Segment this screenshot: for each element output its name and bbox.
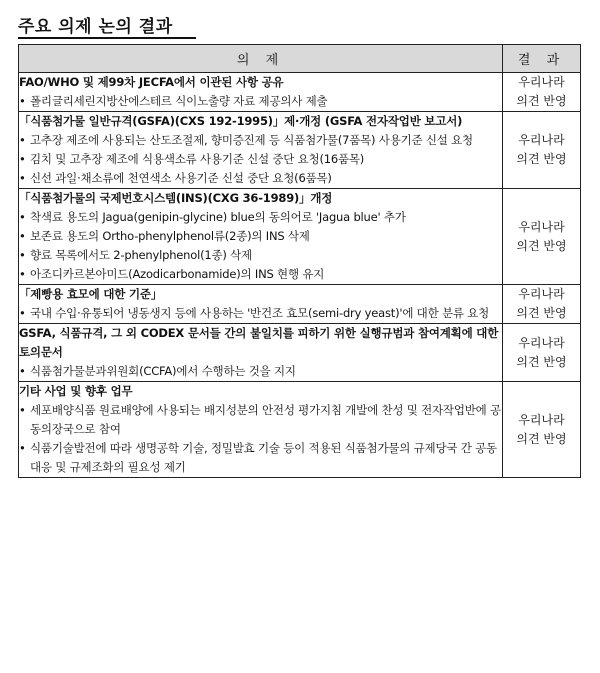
bullet-text: 착색료 용도의 Jagua(genipin-glycine) blue의 동의어로 'Jagua blue' 추가 [30,210,406,224]
result-cell [503,189,581,285]
bullet-text: 세포배양식품 원료배양에 사용되는 배지성분의 안전성 평가지침 개발에 찬성 및 전자작업반에 공동의장국으로 참여 [30,403,501,436]
result-line: 우리나라 [518,75,565,89]
bullet-dot: • [19,306,26,320]
bullet-text: 고추장 제조에 사용되는 산도조절제, 향미증진제 등 식품첨가물(7품목) 사용기준 신설 요청 [30,133,473,147]
agenda-bullet [19,92,502,111]
agenda-bullet [19,150,502,169]
table-row [19,112,581,189]
agenda-bullet [19,439,502,477]
title-underline [18,37,196,39]
result-line: 의견 반영 [516,431,567,446]
bullet-text: 김치 및 고추장 제조에 식용색소류 사용기준 신설 중단 요청(16품목) [30,152,365,166]
bullet-dot: • [19,441,26,455]
agenda-bullet [19,265,502,284]
result-line: 우리나라 [518,412,565,427]
table-row [19,324,581,382]
table-row [19,382,581,478]
bullet-text: 보존료 용도의 Ortho-phenylphenol류(2종)의 INS 삭제 [30,229,310,243]
agenda-cell [19,324,503,382]
bullet-dot: • [19,403,26,417]
table-row [19,285,581,324]
bullet-text: 향료 목록에서도 2-phenylphenol(1종) 삭제 [30,248,252,262]
agenda-bullet [19,362,502,381]
agenda-cell [19,112,503,189]
result-line: 우리나라 [518,133,565,147]
agenda-cell [19,285,503,324]
agenda-bullet [19,169,502,188]
agenda-column-header: 의 제 [19,45,503,73]
bullet-dot: • [19,171,26,185]
bullet-text: 국내 수입·유통되어 냉동생지 등에 사용하는 '반건조 효모(semi-dry yeast)'에 대한 분류 요청 [30,306,490,320]
bullet-dot: • [19,267,26,281]
result-line: 의견 반영 [516,306,567,320]
agenda-bullet [19,208,502,227]
agenda-heading: 「제빵용 효모에 대한 기준」 [19,287,163,301]
agenda-bullet [19,227,502,246]
table-header-row [19,45,581,73]
bullet-dot: • [19,229,26,243]
agenda-cell [19,382,503,478]
table-row [19,189,581,285]
bullet-text: 식품첨가물분과위원회(CCFA)에서 수행하는 것을 지지 [30,364,296,378]
result-cell [503,324,581,382]
bullet-text: 신선 과일·채소류에 천연색소 사용기준 신설 중단 요청(6품목) [30,171,332,185]
agenda-heading: 「식품첨가물의 국제번호시스템(INS)(CXG 36-1989)」개정 [19,191,333,205]
result-line: 의견 반영 [516,238,567,253]
bullet-dot: • [19,364,26,378]
agenda-bullet [19,401,502,439]
result-line: 의견 반영 [516,354,567,369]
result-line: 우리나라 [518,287,565,301]
bullet-dot: • [19,210,26,224]
agenda-heading: 기타 사업 및 향후 업무 [19,384,133,398]
bullet-dot: • [19,133,26,147]
bullet-dot: • [19,94,26,108]
agenda-cell [19,189,503,285]
result-cell [503,112,581,189]
agenda-bullet [19,246,502,265]
agenda-bullet [19,304,502,323]
agenda-cell [19,73,503,112]
result-cell [503,285,581,324]
agenda-heading: 「식품첨가물 일반규격(GSFA)(CXS 192-1995)」제·개정 (GSFA 전자작업반 보고서) [19,114,463,128]
results-table [18,44,581,478]
agenda-heading: FAO/WHO 및 제99차 JECFA에서 이관된 사항 공유 [19,75,284,89]
agenda-heading: GSFA, 식품규격, 그 외 CODEX 문서들 간의 불일치를 피하기 위한 실행규범과 참여계획에 대한 토의문서 [19,326,499,359]
result-line: 의견 반영 [516,94,567,108]
bullet-dot: • [19,152,26,166]
page-title: 주요 의제 논의 결과 [18,17,173,37]
bullet-text: 폴리글리세린지방산에스테르 식이노출량 자료 제공의사 제출 [30,94,328,108]
result-line: 우리나라 [518,219,565,234]
result-line: 우리나라 [518,335,565,350]
agenda-bullet [19,131,502,150]
result-column-header: 결 과 [503,45,581,73]
result-line: 의견 반영 [516,152,567,166]
bullet-dot: • [19,248,26,262]
bullet-text: 아조디카르본아미드(Azodicarbonamide)의 INS 현행 유지 [30,267,325,281]
table-row [19,73,581,112]
result-cell [503,382,581,478]
bullet-text: 식품기술발전에 따라 생명공학 기술, 정밀발효 기술 등이 적용된 식품첨가물의 규제당국 간 공동대응 및 규제조화의 필요성 제기 [30,441,497,474]
result-cell [503,73,581,112]
